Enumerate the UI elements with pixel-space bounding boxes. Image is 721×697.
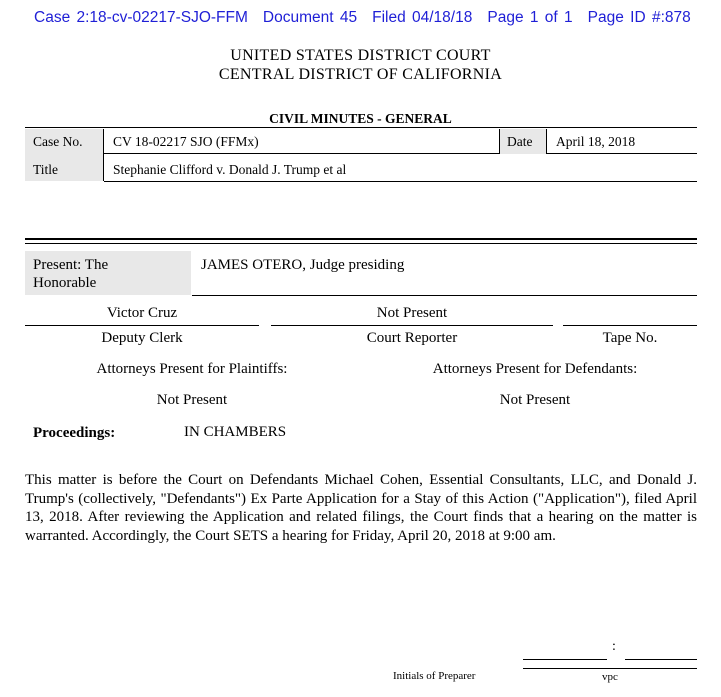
deputy-clerk-name: Victor Cruz — [106, 305, 178, 321]
date-divider-right — [546, 129, 547, 154]
filing-header — [34, 9, 691, 27]
time-hours-rule — [523, 659, 607, 660]
tape-label: Tape No. — [602, 330, 658, 346]
judge-underline — [192, 295, 697, 296]
date-divider-left — [499, 129, 500, 154]
title-value: Stephanie Clifford v. Donald J. Trump et al — [113, 162, 347, 177]
court-name-line2: CENTRAL DISTRICT OF CALIFORNIA — [218, 66, 503, 83]
present-label-line1: Present: The — [33, 257, 109, 273]
proceedings-label: Proceedings: — [33, 425, 116, 441]
header-filed-date: Filed 04/18/18 — [372, 9, 473, 26]
court-reporter-name: Not Present — [376, 305, 448, 321]
minutes-title: CIVIL MINUTES - GENERAL — [269, 111, 452, 126]
case-no-value: CV 18-02217 SJO (FFMx) — [113, 134, 259, 149]
title-label: Title — [33, 162, 59, 177]
tape-rule — [563, 325, 697, 326]
header-page-id: Page ID #:878 — [587, 9, 691, 26]
date-label: Date — [507, 134, 533, 149]
header-case-number: Case 2:18-cv-02217-SJO-FFM — [34, 9, 248, 26]
attorneys-plaintiffs-label: Attorneys Present for Plaintiffs: — [96, 361, 288, 377]
proceedings-value: IN CHAMBERS — [184, 424, 287, 440]
present-label-line2: Honorable — [33, 275, 97, 291]
initials-value: vpc — [602, 671, 618, 683]
header-page: Page 1 of 1 — [487, 9, 573, 26]
judge-name: JAMES OTERO, Judge presiding — [201, 257, 405, 273]
initials-rule — [523, 668, 697, 669]
present-label — [33, 256, 108, 292]
court-name-line1: UNITED STATES DISTRICT COURT — [230, 47, 491, 64]
deputy-clerk-rule — [25, 325, 259, 326]
attorneys-defendants-label: Attorneys Present for Defendants: — [432, 361, 638, 377]
case-no-underline — [104, 153, 499, 154]
double-rule-bottom — [25, 243, 697, 244]
deputy-clerk-label: Deputy Clerk — [101, 330, 183, 346]
time-minutes-rule — [625, 659, 697, 660]
minute-order-text: This matter is before the Court on Defendants Michael Cohen, Essential Consultants, LLC, and Donald J. Trump's (collectively, "Defendants") Ex Parte Application for a Stay of this Action ("Application"), filed April 13, 2018. After reviewing the Application and related filings, the Court finds that a hearing on the matter is warranted. Accordingly, the Court SETS a hearing for Friday, April 20, 2018 at 9:00 am. — [25, 472, 697, 544]
header-document: Document 45 — [262, 9, 358, 26]
table-top-rule — [25, 127, 697, 128]
case-no-label: Case No. — [33, 134, 83, 149]
title-underline — [104, 181, 697, 182]
court-reporter-rule — [271, 325, 553, 326]
attorneys-defendants-value: Not Present — [499, 392, 571, 408]
label-divider — [103, 129, 104, 181]
date-value: April 18, 2018 — [556, 134, 636, 149]
time-colon: : — [612, 639, 616, 654]
attorneys-plaintiffs-value: Not Present — [156, 392, 228, 408]
date-underline — [547, 153, 697, 154]
double-rule-top — [25, 238, 697, 240]
court-reporter-label: Court Reporter — [366, 330, 458, 346]
initials-label: Initials of Preparer — [393, 670, 476, 682]
